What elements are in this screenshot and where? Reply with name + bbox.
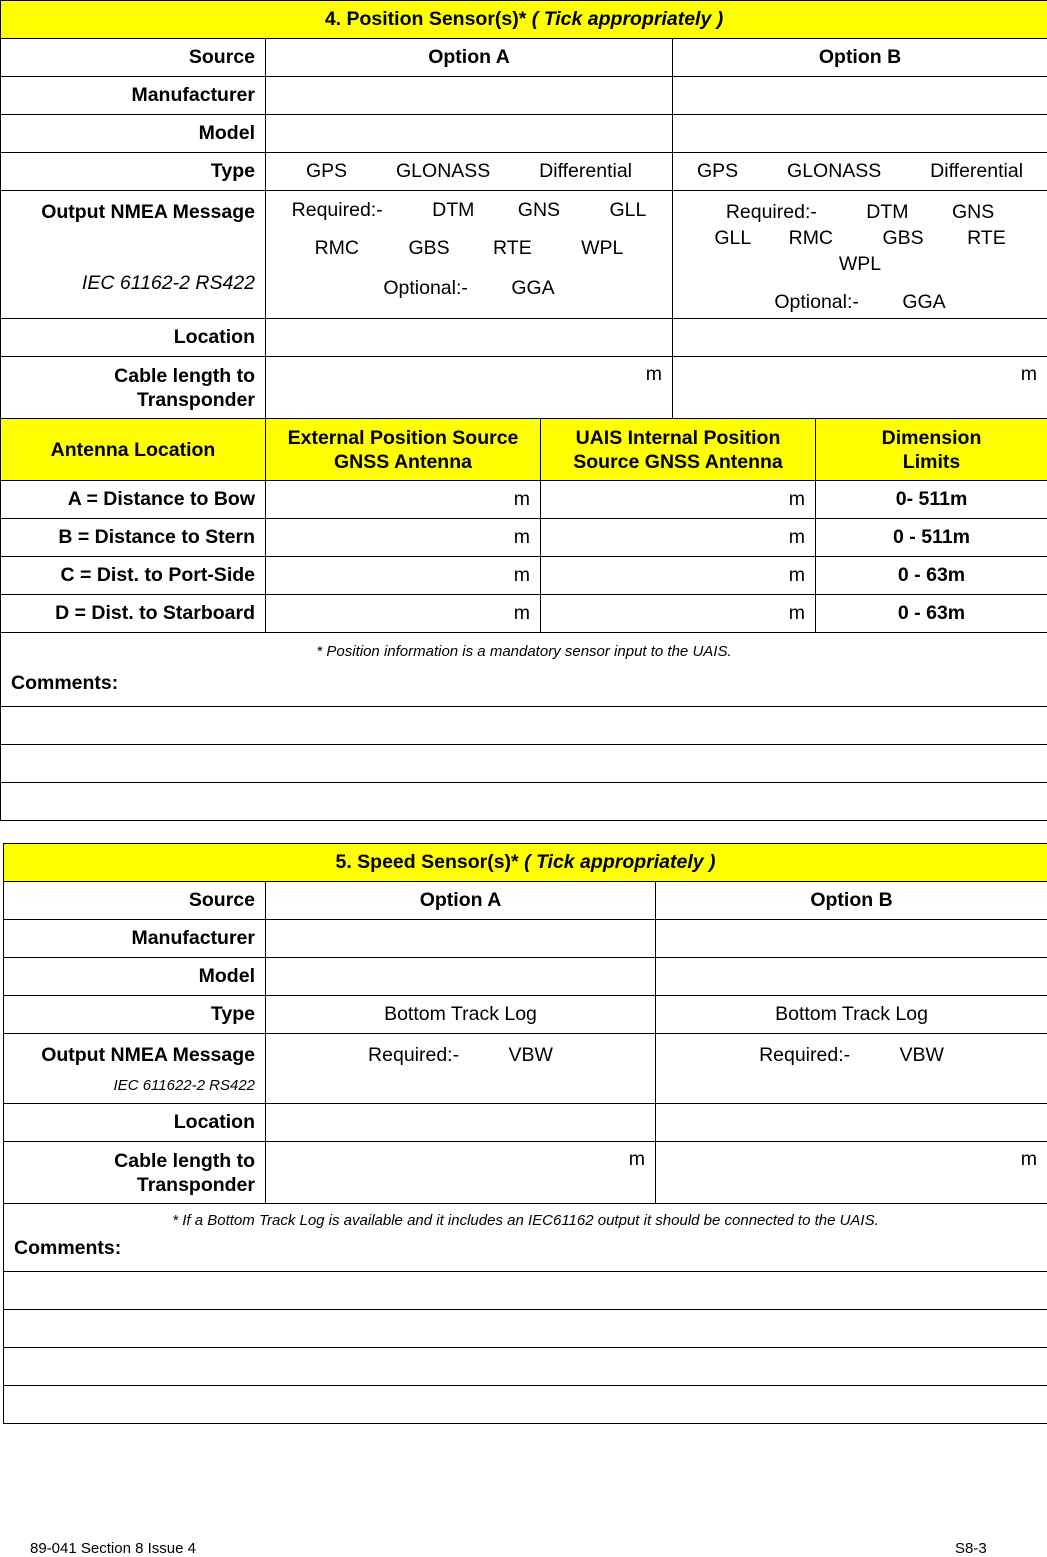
manufacturer-label: Manufacturer xyxy=(4,920,266,958)
type-a-gps[interactable]: GPS xyxy=(305,160,348,182)
table-row xyxy=(1,595,1047,633)
req-b-gbs[interactable]: GBS xyxy=(882,227,924,249)
internal-distance-field[interactable]: m xyxy=(541,595,816,633)
external-antenna-header: External Position Source GNSS Antenna xyxy=(266,419,541,481)
model-b-field[interactable] xyxy=(673,115,1047,153)
output-nmea-label: Output NMEA Message IEC 611622-2 RS422 xyxy=(4,1034,266,1104)
opt-a-gga[interactable]: GGA xyxy=(511,277,555,299)
internal-distance-field[interactable]: m xyxy=(541,519,816,557)
output-b-options xyxy=(656,1034,1047,1104)
dimension-limit: 0 - 63m xyxy=(816,557,1047,595)
external-distance-field[interactable]: m xyxy=(266,519,541,557)
unit-m: m xyxy=(628,1148,645,1170)
req-b-gll[interactable]: GLL xyxy=(714,227,752,249)
footer-document-id: 89-041 Section 8 Issue 4 xyxy=(30,1540,196,1557)
location-a-field[interactable] xyxy=(266,319,673,357)
type-b-differential[interactable]: Differential xyxy=(930,160,1024,182)
model-b-field[interactable] xyxy=(656,958,1047,996)
unit-m: m xyxy=(1020,363,1038,385)
cable-length-b-field[interactable] xyxy=(673,357,1047,419)
req-a-gns[interactable]: GNS xyxy=(517,199,561,221)
cable-length-a-field[interactable] xyxy=(266,1142,656,1204)
req-b-wpl[interactable]: WPL xyxy=(838,253,882,275)
source-label: Source xyxy=(4,882,266,920)
optional-b-label: Optional:- xyxy=(774,291,859,313)
type-b-options xyxy=(673,153,1047,191)
req-b-rmc[interactable]: RMC xyxy=(788,227,834,249)
type-b-bottom-track-log[interactable]: Bottom Track Log xyxy=(656,996,1047,1034)
location-b-field[interactable] xyxy=(656,1104,1047,1142)
opt-b-gga[interactable]: GGA xyxy=(902,291,946,313)
req-a-gbs[interactable]: GBS xyxy=(408,237,450,259)
comment-line[interactable] xyxy=(1,707,1047,745)
location-label: Location xyxy=(4,1104,266,1142)
manufacturer-a-field[interactable] xyxy=(266,77,673,115)
required-a-label: Required:- xyxy=(368,1044,460,1066)
comment-line[interactable] xyxy=(4,1386,1047,1424)
location-label: Location xyxy=(1,319,266,357)
position-section-title: 4. Position Sensor(s)* ( Tick appropriately ) xyxy=(1,1,1047,39)
source-label: Source xyxy=(1,39,266,77)
model-a-field[interactable] xyxy=(266,115,673,153)
req-a-rte[interactable]: RTE xyxy=(493,237,532,259)
speed-note: * If a Bottom Track Log is available and it includes an IEC61162 output it should be connected to the UAIS. xyxy=(172,1212,879,1229)
internal-antenna-header: UAIS Internal Position Source GNSS Antenna xyxy=(541,419,816,481)
external-distance-field[interactable]: m xyxy=(266,595,541,633)
comment-line[interactable] xyxy=(1,745,1047,783)
output-b-options xyxy=(673,191,1047,319)
req-a-vbw[interactable]: VBW xyxy=(508,1044,553,1066)
type-b-gps[interactable]: GPS xyxy=(697,160,739,182)
type-a-differential[interactable]: Differential xyxy=(539,160,633,182)
footer-page-number: S8-3 xyxy=(955,1540,987,1557)
comment-line[interactable] xyxy=(4,1310,1047,1348)
dimension-limit: 0 - 63m xyxy=(816,595,1047,633)
output-nmea-standard: IEC 61162-2 RS422 xyxy=(81,272,255,294)
required-b-label: Required:- xyxy=(759,1044,851,1066)
comment-line[interactable] xyxy=(1,783,1047,821)
tick-instruction: ( Tick appropriately ) xyxy=(524,851,716,873)
type-b-glonass[interactable]: GLONASS xyxy=(787,160,882,182)
cable-length-label: Cable length to Transponder xyxy=(1,357,266,419)
type-a-bottom-track-log[interactable]: Bottom Track Log xyxy=(266,996,656,1034)
antenna-location-header: Antenna Location xyxy=(1,419,266,481)
comment-line[interactable] xyxy=(4,1272,1047,1310)
model-a-field[interactable] xyxy=(266,958,656,996)
manufacturer-a-field[interactable] xyxy=(266,920,656,958)
position-comments-cell xyxy=(1,633,1047,707)
comment-line[interactable] xyxy=(4,1348,1047,1386)
type-label: Type xyxy=(4,996,266,1034)
location-a-field[interactable] xyxy=(266,1104,656,1142)
comments-label: Comments: xyxy=(11,672,119,694)
req-a-rmc[interactable]: RMC xyxy=(314,237,360,259)
model-label: Model xyxy=(4,958,266,996)
option-b-header: Option B xyxy=(656,882,1047,920)
req-b-gns[interactable]: GNS xyxy=(951,201,995,223)
manufacturer-b-field[interactable] xyxy=(673,77,1047,115)
internal-distance-field[interactable]: m xyxy=(541,481,816,519)
req-a-wpl[interactable]: WPL xyxy=(581,237,624,259)
cable-length-b-field[interactable] xyxy=(656,1142,1047,1204)
output-a-options xyxy=(266,191,673,319)
speed-sensor-table xyxy=(3,843,1047,1424)
table-row xyxy=(1,481,1047,519)
unit-m: m xyxy=(1020,1148,1038,1170)
table-row xyxy=(1,519,1047,557)
req-b-rte[interactable]: RTE xyxy=(967,227,1006,249)
type-a-options xyxy=(266,153,673,191)
req-b-vbw[interactable]: VBW xyxy=(899,1044,944,1066)
speed-comments-cell xyxy=(4,1204,1047,1272)
option-b-header: Option B xyxy=(673,39,1047,77)
antenna-row-label: A = Distance to Bow xyxy=(1,481,266,519)
req-a-dtm[interactable]: DTM xyxy=(432,199,475,221)
antenna-row-label: D = Dist. to Starboard xyxy=(1,595,266,633)
option-a-header: Option A xyxy=(266,882,656,920)
output-a-options xyxy=(266,1034,656,1104)
optional-a-label: Optional:- xyxy=(383,277,468,299)
required-b-label: Required:- xyxy=(725,201,817,223)
external-distance-field[interactable]: m xyxy=(266,481,541,519)
required-a-label: Required:- xyxy=(291,199,383,221)
cable-length-label: Cable length to Transponder xyxy=(4,1142,266,1204)
unit-m: m xyxy=(645,363,662,385)
dimension-limit: 0- 511m xyxy=(816,481,1047,519)
position-note: * Position information is a mandatory sensor input to the UAIS. xyxy=(316,643,732,660)
speed-section-title: 5. Speed Sensor(s)* ( Tick appropriately ) xyxy=(4,844,1047,882)
tick-instruction: ( Tick appropriately ) xyxy=(531,8,724,30)
output-nmea-label: Output NMEA Message IEC 61162-2 RS422 xyxy=(1,191,266,319)
output-nmea-standard: IEC 611622-2 RS422 xyxy=(113,1077,255,1094)
req-b-dtm[interactable]: DTM xyxy=(866,201,909,223)
type-label: Type xyxy=(1,153,266,191)
manufacturer-b-field[interactable] xyxy=(656,920,1047,958)
req-a-gll[interactable]: GLL xyxy=(609,199,647,221)
location-b-field[interactable] xyxy=(673,319,1047,357)
antenna-row-label: B = Distance to Stern xyxy=(1,519,266,557)
option-a-header: Option A xyxy=(266,39,673,77)
internal-distance-field[interactable]: m xyxy=(541,557,816,595)
cable-length-a-field[interactable] xyxy=(266,357,673,419)
external-distance-field[interactable]: m xyxy=(266,557,541,595)
dimension-limit: 0 - 511m xyxy=(816,519,1047,557)
antenna-row-label: C = Dist. to Port-Side xyxy=(1,557,266,595)
manufacturer-label: Manufacturer xyxy=(1,77,266,115)
type-a-glonass[interactable]: GLONASS xyxy=(396,160,491,182)
comments-label: Comments: xyxy=(14,1237,122,1259)
model-label: Model xyxy=(1,115,266,153)
table-row xyxy=(1,557,1047,595)
dimension-limits-header: Dimension Limits xyxy=(816,419,1047,481)
